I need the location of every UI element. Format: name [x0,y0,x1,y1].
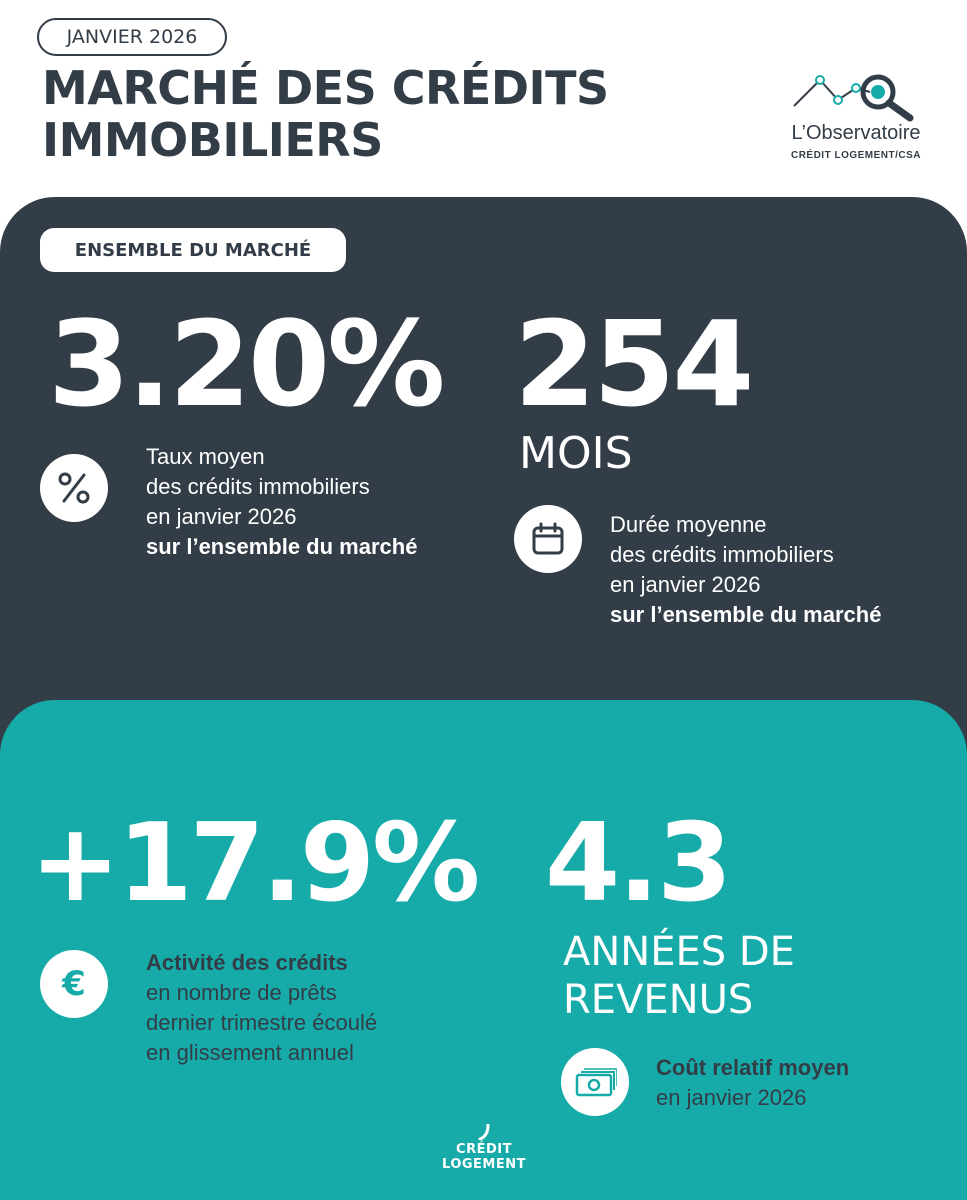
logo-subtitle: CRÉDIT LOGEMENT/CSA [790,150,922,161]
cost-unit-line-1: ANNÉES DE [563,929,795,975]
brand-line-1: CRÉDIT [456,1142,512,1157]
euro-icon: € [40,950,108,1018]
observatoire-logo [786,62,926,172]
cost-desc-line-1: Coût relatif moyen [656,1055,850,1080]
brand-swoosh-icon [474,1124,494,1140]
cost-value: 4.3 [545,801,731,926]
duration-value: 254 [514,295,752,433]
logo-name: L’Observatoire [791,122,921,144]
title-line-1: MARCHÉ DES CRÉDITS [42,61,609,115]
rate-desc-line-2: des crédits immobiliers [146,474,370,499]
cost-desc-line-2: en janvier 2026 [656,1085,807,1110]
activity-desc-line-1: Activité des crédits [146,950,348,975]
activity-description [146,948,377,1068]
section-label: ENSEMBLE DU MARCHÉ [40,228,346,272]
duration-desc-line-3: en janvier 2026 [610,572,761,597]
activity-desc-line-4: en glissement annuel [146,1040,354,1065]
calendar-icon [514,505,582,573]
cost-unit-line-2: REVENUS [563,977,754,1023]
credit-logement-logo [432,1124,536,1180]
duration-description [610,510,881,630]
title-line-2: IMMOBILIERS [42,113,383,167]
activity-desc-line-2: en nombre de prêts [146,980,337,1005]
brand-line-2: LOGEMENT [442,1157,526,1172]
rate-value: 3.20% [48,295,443,433]
rate-desc-line-3: en janvier 2026 [146,504,297,529]
page-title [42,62,609,166]
duration-desc-line-2: des crédits immobiliers [610,542,834,567]
duration-unit: MOIS [519,428,633,479]
cost-unit [563,928,795,1024]
percent-icon [40,454,108,522]
rate-desc-line-1: Taux moyen [146,444,265,469]
cost-description [656,1053,849,1113]
banknotes-icon [561,1048,629,1116]
duration-desc-line-4: sur l’ensemble du marché [610,602,882,627]
duration-desc-line-1: Durée moyenne [610,512,767,537]
magnifier-chart-icon [786,62,926,122]
date-badge: JANVIER 2026 [37,18,227,56]
rate-desc-line-4: sur l’ensemble du marché [146,534,418,559]
activity-value: +17.9% [30,801,478,926]
activity-desc-line-3: dernier trimestre écoulé [146,1010,378,1035]
rate-description [146,442,417,562]
